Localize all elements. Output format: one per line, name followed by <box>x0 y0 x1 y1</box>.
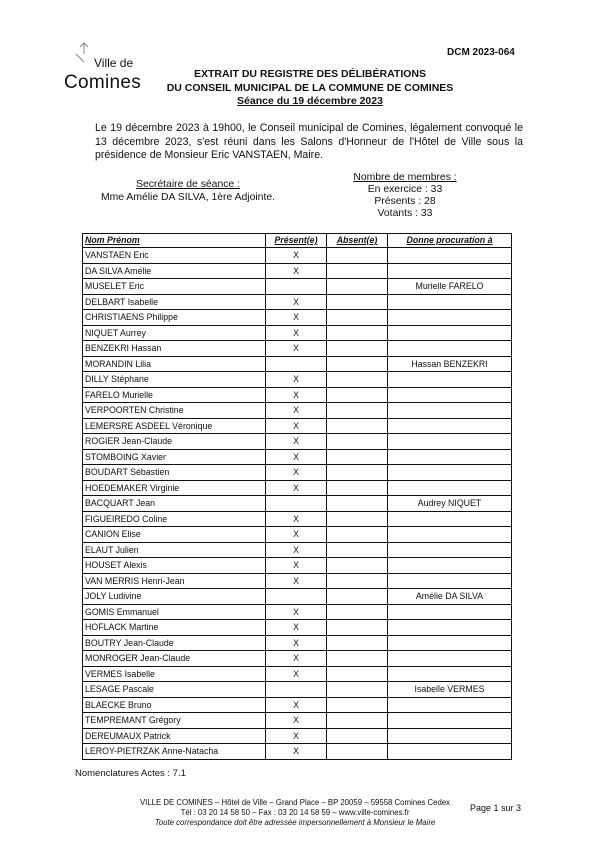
table-row <box>83 372 512 388</box>
table-row <box>83 434 512 450</box>
cell-present: X <box>266 310 327 326</box>
members-block <box>340 172 470 220</box>
city-logo <box>64 42 154 94</box>
cell-present: X <box>266 480 327 496</box>
cell-absent <box>327 589 388 605</box>
cell-proxy <box>388 527 512 543</box>
table-row <box>83 465 512 481</box>
cell-name: GOMIS Emmanuel <box>83 604 266 620</box>
table-row <box>83 728 512 744</box>
cell-present: X <box>266 651 327 667</box>
cell-present: X <box>266 744 327 760</box>
table-row <box>83 744 512 760</box>
cell-proxy <box>388 558 512 574</box>
cell-name: DILLY Stéphane <box>83 372 266 388</box>
cell-absent <box>327 465 388 481</box>
cell-present: X <box>266 263 327 279</box>
secretary-label: Secrétaire de séance : <box>136 179 240 190</box>
logo-ville-text: Ville de <box>94 56 134 70</box>
table-row <box>83 248 512 264</box>
cell-absent <box>327 294 388 310</box>
cell-proxy <box>388 604 512 620</box>
cell-present: X <box>266 527 327 543</box>
cell-absent <box>327 697 388 713</box>
table-row <box>83 542 512 558</box>
cell-name: BOUTRY Jean-Claude <box>83 635 266 651</box>
table-row <box>83 294 512 310</box>
logo-mark-icon <box>72 42 94 64</box>
cell-present <box>266 279 327 295</box>
table-row <box>83 651 512 667</box>
cell-absent <box>327 728 388 744</box>
cell-present: X <box>266 604 327 620</box>
table-row <box>83 496 512 512</box>
table-row <box>83 682 512 698</box>
cell-proxy <box>388 341 512 357</box>
cell-absent <box>327 651 388 667</box>
cell-name: BACQUART Jean <box>83 496 266 512</box>
cell-present: X <box>266 418 327 434</box>
cell-name: STOMBOING Xavier <box>83 449 266 465</box>
table-row <box>83 356 512 372</box>
cell-name: CANION Elise <box>83 527 266 543</box>
cell-absent <box>327 666 388 682</box>
table-row <box>83 279 512 295</box>
cell-proxy <box>388 511 512 527</box>
header-absent: Absent(e) <box>327 234 388 248</box>
intro-paragraph: Le 19 décembre 2023 à 19h00, le Conseil municipal de Comines, légalement convoqué le 13 décembre 2023, s'est réuni dans les Salons d'Honneur de l'Hôtel de Ville sous la présidence de Monsieur Eric VANSTAEN, Maire. <box>95 122 523 161</box>
cell-present: X <box>266 635 327 651</box>
cell-absent <box>327 496 388 512</box>
cell-present <box>266 589 327 605</box>
session-date: Séance du 19 décembre 2023 <box>237 95 383 107</box>
cell-name: TEMPREMANT Grégory <box>83 713 266 729</box>
cell-name: DEREUMAUX Patrick <box>83 728 266 744</box>
cell-proxy <box>388 310 512 326</box>
cell-name: HOEDEMAKER Virginie <box>83 480 266 496</box>
cell-absent <box>327 744 388 760</box>
header-present: Présent(e) <box>266 234 327 248</box>
table-row <box>83 263 512 279</box>
cell-name: LEMERSRE ASDEEL Véronique <box>83 418 266 434</box>
cell-absent <box>327 372 388 388</box>
cell-name: VANSTAEN Eric <box>83 248 266 264</box>
cell-absent <box>327 341 388 357</box>
cell-present: X <box>266 465 327 481</box>
cell-proxy: Amélie DA SILVA <box>388 589 512 605</box>
cell-name: LEROY-PIETRZAK Anne-Natacha <box>83 744 266 760</box>
cell-absent <box>327 449 388 465</box>
cell-name: BLAECKE Bruno <box>83 697 266 713</box>
cell-absent <box>327 279 388 295</box>
table-row <box>83 635 512 651</box>
table-row <box>83 558 512 574</box>
cell-proxy <box>388 635 512 651</box>
cell-present <box>266 682 327 698</box>
cell-proxy <box>388 480 512 496</box>
cell-name: DA SILVA Amélie <box>83 263 266 279</box>
cell-proxy: Audrey NIQUET <box>388 496 512 512</box>
cell-absent <box>327 604 388 620</box>
table-row <box>83 403 512 419</box>
members-en-exercice: En exercice : 33 <box>367 184 443 195</box>
cell-proxy: Hassan BENZEKRI <box>388 356 512 372</box>
cell-proxy <box>388 434 512 450</box>
cell-present: X <box>266 372 327 388</box>
header-line-2: DU CONSEIL MUNICIPAL DE LA COMMUNE DE COMINES <box>166 81 454 94</box>
cell-name: BENZEKRI Hassan <box>83 341 266 357</box>
cell-proxy <box>388 713 512 729</box>
footer-contact: Tél : 03 20 14 58 50 – Fax : 03 20 14 58 59 – www.ville-comines.fr <box>180 808 410 817</box>
cell-name: VERPOORTEN Christine <box>83 403 266 419</box>
cell-present: X <box>266 449 327 465</box>
table-row <box>83 697 512 713</box>
table-row <box>83 511 512 527</box>
cell-name: ROGIER Jean-Claude <box>83 434 266 450</box>
page-footer <box>100 798 490 828</box>
table-row <box>83 713 512 729</box>
cell-absent <box>327 434 388 450</box>
cell-proxy: Murielle FARELO <box>388 279 512 295</box>
cell-name: LESAGE Pascale <box>83 682 266 698</box>
table-header-row <box>83 234 512 248</box>
cell-present: X <box>266 713 327 729</box>
cell-name: MONROGER Jean-Claude <box>83 651 266 667</box>
page-number: Page 1 sur 3 <box>470 803 522 813</box>
cell-proxy <box>388 449 512 465</box>
cell-present: X <box>266 403 327 419</box>
cell-absent <box>327 418 388 434</box>
cell-name: VAN MERRIS Henri-Jean <box>83 573 266 589</box>
header-proxy: Donne procuration à <box>388 234 512 248</box>
cell-absent <box>327 682 388 698</box>
logo-commune-text: Comines <box>64 72 142 93</box>
cell-present: X <box>266 558 327 574</box>
footer-address: VILLE DE COMINES – Hôtel de Ville – Grand Place – BP 20059 – 59558 Comines Cedex <box>139 798 451 807</box>
document-reference: DCM 2023-064 <box>447 47 515 58</box>
cell-absent <box>327 635 388 651</box>
table-row <box>83 418 512 434</box>
secretary-name: Mme Amélie DA SILVA, 1ère Adjointe. <box>100 192 276 203</box>
cell-present <box>266 496 327 512</box>
cell-absent <box>327 356 388 372</box>
cell-present <box>266 356 327 372</box>
cell-present: X <box>266 341 327 357</box>
cell-absent <box>327 310 388 326</box>
cell-absent <box>327 713 388 729</box>
table-row <box>83 527 512 543</box>
cell-name: NIQUET Aurrey <box>83 325 266 341</box>
cell-proxy <box>388 666 512 682</box>
cell-present: X <box>266 697 327 713</box>
cell-proxy <box>388 372 512 388</box>
table-row <box>83 325 512 341</box>
table-row <box>83 387 512 403</box>
cell-name: FARELO Murielle <box>83 387 266 403</box>
cell-present: X <box>266 325 327 341</box>
secretary-block <box>88 178 288 204</box>
members-label: Nombre de membres : <box>353 172 457 183</box>
cell-proxy: Isabelle VERMES <box>388 682 512 698</box>
cell-proxy <box>388 573 512 589</box>
cell-absent <box>327 325 388 341</box>
members-presents: Présents : 28 <box>374 196 436 207</box>
cell-absent <box>327 387 388 403</box>
cell-present: X <box>266 573 327 589</box>
cell-name: JOLY Ludivine <box>83 589 266 605</box>
cell-name: MORANDIN Lilia <box>83 356 266 372</box>
cell-name: BOUDART Sébastien <box>83 465 266 481</box>
cell-proxy <box>388 263 512 279</box>
table-row <box>83 573 512 589</box>
cell-name: MUSELET Eric <box>83 279 266 295</box>
header-line-1: EXTRAIT DU REGISTRE DES DÉLIBÉRATIONS <box>194 68 426 80</box>
cell-name: VERMES Isabelle <box>83 666 266 682</box>
cell-absent <box>327 620 388 636</box>
table-row <box>83 589 512 605</box>
cell-name: CHRISTIAENS Philippe <box>83 310 266 326</box>
table-row <box>83 620 512 636</box>
table-row <box>83 666 512 682</box>
cell-absent <box>327 248 388 264</box>
cell-present: X <box>266 542 327 558</box>
nomenclature: Nomenclatures Actes : 7.1 <box>75 768 186 779</box>
cell-proxy <box>388 651 512 667</box>
cell-proxy <box>388 403 512 419</box>
cell-present: X <box>266 434 327 450</box>
table-row <box>83 480 512 496</box>
cell-proxy <box>388 248 512 264</box>
cell-name: ELAUT Julien <box>83 542 266 558</box>
cell-name: FIGUEIREDO Coline <box>83 511 266 527</box>
table-row <box>83 310 512 326</box>
cell-absent <box>327 573 388 589</box>
cell-present: X <box>266 511 327 527</box>
cell-proxy <box>388 294 512 310</box>
cell-proxy <box>388 697 512 713</box>
cell-present: X <box>266 248 327 264</box>
cell-absent <box>327 558 388 574</box>
cell-present: X <box>266 387 327 403</box>
members-votants: Votants : 33 <box>377 208 433 219</box>
cell-proxy <box>388 728 512 744</box>
cell-proxy <box>388 387 512 403</box>
cell-absent <box>327 263 388 279</box>
cell-name: DELBART Isabelle <box>83 294 266 310</box>
cell-present: X <box>266 728 327 744</box>
table-row <box>83 449 512 465</box>
table-row <box>83 604 512 620</box>
footer-notice: Toute correspondance doit être adressée impersonnellement à Monsieur le Maire <box>154 818 436 827</box>
cell-present: X <box>266 666 327 682</box>
cell-absent <box>327 542 388 558</box>
document-header <box>150 68 470 109</box>
cell-proxy <box>388 620 512 636</box>
cell-proxy <box>388 744 512 760</box>
cell-proxy <box>388 418 512 434</box>
attendance-table <box>82 233 512 760</box>
cell-name: HOFLACK Martine <box>83 620 266 636</box>
cell-present: X <box>266 620 327 636</box>
cell-absent <box>327 480 388 496</box>
cell-absent <box>327 511 388 527</box>
cell-proxy <box>388 465 512 481</box>
cell-absent <box>327 527 388 543</box>
header-name: Nom Prénom <box>83 234 266 248</box>
cell-absent <box>327 403 388 419</box>
table-row <box>83 341 512 357</box>
cell-name: HOUSET Alexis <box>83 558 266 574</box>
cell-proxy <box>388 325 512 341</box>
cell-present: X <box>266 294 327 310</box>
cell-proxy <box>388 542 512 558</box>
